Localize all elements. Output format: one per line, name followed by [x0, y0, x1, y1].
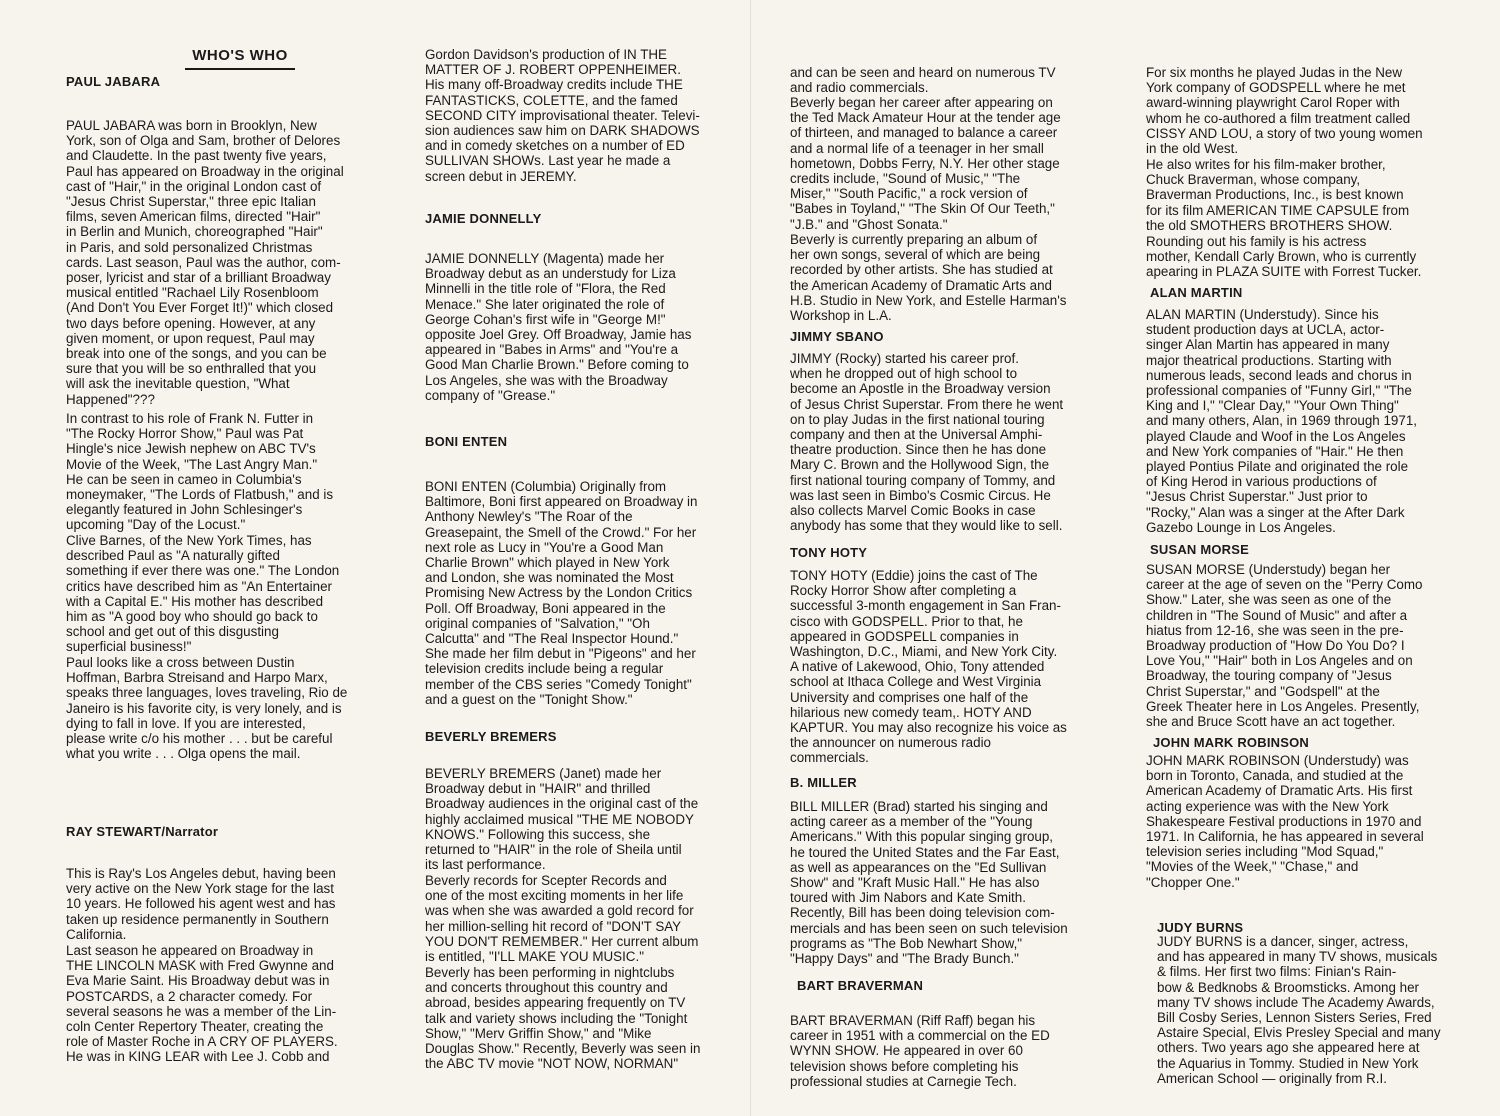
text-line: Hoffman, Barbra Streisand and Harpo Marx, — [66, 670, 328, 686]
text-line: superficial business!" — [66, 639, 192, 655]
text-line: appeared in GODSPELL companies in — [790, 628, 1019, 644]
text-line: singer Alan Martin has appeared in many — [1146, 337, 1390, 353]
text-line: of Jesus Christ Superstar. From there he went — [790, 396, 1064, 412]
bio-beverly-bremers-cont3 — [790, 232, 1090, 323]
text-line: dying to fall in love. If you are interested, — [66, 715, 306, 731]
text-line: and New York companies of "Hair." He then — [1146, 443, 1404, 459]
text-line: (And Don't You Ever Forget It!)" which closed — [66, 300, 334, 316]
text-line: Eva Marie Saint. His Broadway debut was in — [66, 973, 330, 989]
bio-beverly-bremers-p2 — [425, 873, 723, 964]
text-line: born in Toronto, Canada, and studied at the — [1146, 768, 1404, 784]
text-line: talk and variety shows including the "Tonight — [425, 1010, 688, 1026]
text-line: award-winning playwright Carol Roper with — [1146, 95, 1400, 111]
text-line: upcoming "Day of the Locust." — [66, 517, 246, 533]
text-line: speaks three languages, loves traveling, Rio de — [66, 685, 348, 701]
text-line: poser, lyricist and star of a brilliant Broadway — [66, 270, 331, 286]
text-line: toured with Jim Nabors and Kate Smith. — [790, 890, 1026, 906]
bio-beverly-bremers-cont2 — [790, 95, 1090, 232]
text-line: Los Angeles, she was with the Broadway — [425, 372, 668, 388]
text-line: Workshop in L.A. — [790, 308, 892, 324]
bio-bart-braverman-cont2 — [1146, 157, 1446, 233]
text-line: & films. Her first two films: Finian's Rain- — [1157, 964, 1397, 980]
bio-beverly-bremers-p3 — [425, 965, 723, 1071]
text-line: Poll. Off Broadway, Boni appeared in the — [425, 600, 666, 616]
text-line: given moment, or upon request, Paul may — [66, 330, 315, 346]
text-line: American Academy of Dramatic Arts. His first — [1146, 783, 1413, 799]
text-line: her million-selling hit record of "DON'T SAY — [425, 918, 682, 934]
text-line: and can be seen and heard on numerous TV — [790, 65, 1056, 80]
text-line: MATTER OF J. ROBERT OPPENHEIMER. — [425, 62, 681, 78]
text-line: JOHN MARK ROBINSON (Understudy) was — [1146, 753, 1409, 768]
text-line: Rounding out his family is his actress — [1146, 234, 1367, 249]
text-line: Hingle's nice Jewish nephew on ABC TV's — [66, 441, 316, 457]
text-line: sion audiences saw him on DARK SHADOWS — [425, 123, 700, 139]
text-line: "J.B." and "Ghost Sonata." — [790, 216, 948, 232]
text-line: 10 years. He followed his agent west and has — [66, 896, 336, 912]
text-line: played Claude and Woof in the Los Angeles — [1146, 428, 1406, 444]
bio-jimmy-sbano — [790, 351, 1090, 533]
text-line: FANTASTICKS, COLETTE, and the famed — [425, 92, 678, 108]
text-line: Charlie Brown" which played in New York — [425, 555, 670, 571]
text-line: King and I," "Clear Day," "Your Own Thing" — [1146, 398, 1399, 414]
text-line: television credits include being a regular — [425, 661, 664, 677]
text-line: Beverly is currently preparing an album of — [790, 232, 1038, 247]
text-line: H.B. Studio in New York, and Estelle Harman's — [790, 292, 1067, 308]
text-line: of thirteen, and managed to balance a career — [790, 125, 1058, 141]
text-line: Broadway, the touring company of "Jesus — [1146, 668, 1392, 684]
heading-bart-braverman: BART BRAVERMAN — [797, 978, 924, 993]
text-line: apearing in PLAZA SUITE with Forrest Tucker. — [1146, 264, 1422, 280]
text-line: "Babes in Toyland," "The Skin Of Our Teeth," — [790, 201, 1055, 217]
text-line: ALAN MARTIN (Understudy). Since his — [1146, 307, 1379, 322]
text-line: of King Herod in various productions of — [1146, 474, 1377, 490]
text-line: others. Two years ago she appeared here at — [1157, 1040, 1420, 1056]
text-line: This is Ray's Los Angeles debut, having been — [66, 866, 336, 881]
text-line: musical entitled "Rachael Lily Rosenbloom — [66, 285, 319, 301]
text-line: THE LINCOLN MASK with Fred Gwynne and — [66, 958, 334, 974]
text-line: hilarious new comedy team,. HOTY AND — [790, 704, 1032, 720]
text-line: "Happy Days" and "The Brady Bunch." — [790, 951, 1019, 967]
text-line: in the old West. — [1146, 141, 1239, 157]
heading-beverly-bremers: BEVERLY BREMERS — [425, 729, 557, 744]
text-line: she and Bruce Scott have an act together. — [1146, 714, 1396, 730]
text-line: and radio commercials. — [790, 80, 929, 96]
text-line: one of the most exciting moments in her life — [425, 888, 684, 904]
text-line: next role as Lucy in "You're a Good Man — [425, 539, 664, 555]
text-line: several seasons he was a member of the Lin- — [66, 1003, 337, 1019]
text-line: Paul looks like a cross between Dustin — [66, 655, 295, 670]
text-line: Douglas Show." Recently, Beverly was seen in — [425, 1041, 701, 1057]
text-line: also collects Marvel Comic Books in case — [790, 503, 1036, 519]
text-line: and in comedy sketches on a number of ED — [425, 138, 685, 154]
text-line: is entitled, "I'LL MAKE YOU MUSIC." — [425, 949, 644, 965]
bio-b-miller — [790, 799, 1090, 966]
text-line: in Berlin and Munich, choreographed "Hair" — [66, 224, 323, 240]
text-line: Christ Superstar," and "Godspell" at the — [1146, 683, 1380, 699]
text-line: Good Man Charlie Brown." Before coming to — [425, 357, 689, 373]
text-line: with a Capital E." His mother has described — [66, 593, 324, 609]
text-line: moneymaker, "The Lords of Flatbush," and is — [66, 487, 334, 503]
text-line: "Movies of the Week," "Chase," and — [1146, 859, 1359, 875]
text-line: what you write . . . Olga opens the mail. — [66, 746, 301, 762]
text-line: KAPTUR. You may also recognize his voice as — [790, 720, 1067, 736]
text-line: JUDY BURNS is a dancer, singer, actress, — [1157, 934, 1409, 949]
heading-judy-burns: JUDY BURNS — [1157, 920, 1244, 935]
text-line: Beverly has been performing in nightclubs — [425, 965, 675, 980]
text-line: screen debut in JEREMY. — [425, 168, 577, 184]
text-line: recorded by other artists. She has studied at — [790, 262, 1053, 278]
text-line: and a guest on the "Tonight Show." — [425, 691, 633, 707]
text-line: PAUL JABARA was born in Brooklyn, New — [66, 118, 317, 133]
text-line: bow & Bedknobs & Broomsticks. Among her — [1157, 979, 1419, 995]
text-line: original companies of "Salvation," "Oh — [425, 615, 650, 631]
text-line: first national touring company of Tommy, and — [790, 472, 1056, 488]
text-line: sure that you will be so enthralled that you — [66, 361, 317, 377]
text-line: Movie of the Week, "The Last Angry Man." — [66, 456, 318, 472]
text-line: Show" and "Kraft Music Hall." He has also — [790, 875, 1040, 891]
text-line: She made her film debut in "Pigeons" and her — [425, 646, 696, 662]
text-line: SECOND CITY improvisational theater. Televi- — [425, 107, 700, 123]
text-line: "Rocky," Alan was a singer at the After Dark — [1146, 504, 1405, 520]
text-line: when he dropped out of high school to — [790, 366, 1018, 382]
text-line: York, son of Olga and Sam, brother of Delores — [66, 133, 341, 149]
bio-paul-jabara-p4 — [66, 655, 364, 761]
text-line: the Ted Mack Amateur Hour at the tender age — [790, 110, 1061, 126]
text-line: professional studies at Carnegie Tech. — [790, 1073, 1017, 1089]
text-line: cards. Last season, Paul was the author, com- — [66, 254, 341, 270]
text-line: Happened"??? — [66, 391, 155, 407]
text-line: Bill Cosby Series, Lennon Sisters Series, Fred — [1157, 1010, 1432, 1026]
text-line: In contrast to his role of Frank N. Futter in — [66, 411, 314, 426]
text-line: become an Apostle in the Broadway version — [790, 381, 1051, 397]
bio-paul-jabara-p3 — [66, 533, 364, 655]
bio-alan-martin — [1146, 307, 1446, 535]
text-line: "Chopper One." — [1146, 874, 1240, 890]
text-line: break into one of the songs, and you can be — [66, 346, 327, 362]
text-line: BONI ENTEN (Columbia) Originally from — [425, 479, 667, 494]
text-line: Promising New Actress by the London Critics — [425, 585, 693, 601]
text-line: the announcer on numerous radio — [790, 735, 991, 751]
text-line: SULLIVAN SHOWs. Last year he made a — [425, 153, 671, 169]
text-line: BART BRAVERMAN (Riff Raff) began his — [790, 1013, 1036, 1028]
bio-susan-morse — [1146, 562, 1446, 729]
text-line: Greasepaint, the Smell of the Crowd." For her — [425, 524, 697, 540]
page-title: WHO'S WHO — [185, 47, 295, 70]
text-line: KNOWS." Following this success, she — [425, 826, 651, 842]
bio-bart-braverman — [790, 1013, 1090, 1089]
text-line: Americans." With this popular singing group, — [790, 829, 1054, 845]
text-line: Gazebo Lounge in Los Angeles. — [1146, 519, 1336, 535]
text-line: "Jesus Christ Superstar." Just prior to — [1146, 489, 1368, 505]
heading-ray-stewart: RAY STEWART/Narrator — [66, 824, 219, 839]
text-line: and London, she was nominated the Most — [425, 570, 674, 586]
text-line: BILL MILLER (Brad) started his singing and — [790, 799, 1048, 814]
text-line: Love You," "Hair" both in Los Angeles and on — [1146, 653, 1413, 669]
text-line: professional companies of "Funny Girl," "The — [1146, 383, 1412, 399]
text-line: Show." Later, she was seen as one of the — [1146, 592, 1392, 608]
text-line: very active on the New York stage for the last — [66, 881, 334, 897]
heading-b-miller: B. MILLER — [790, 775, 857, 790]
heading-john-mark-robinson: JOHN MARK ROBINSON — [1153, 735, 1309, 750]
heading-boni-enten: BONI ENTEN — [425, 434, 508, 449]
text-line: opposite Joel Grey. Off Broadway, Jamie has — [425, 327, 692, 343]
text-line: returned to "HAIR" in the role of Sheila until — [425, 842, 682, 858]
text-line: described Paul as "A naturally gifted — [66, 548, 280, 564]
text-line: television shows before completing his — [790, 1058, 1019, 1074]
bio-ray-stewart-cont — [425, 47, 723, 184]
text-line: hometown, Dobbs Ferry, N.Y. Her other stage — [790, 155, 1060, 171]
text-line: and Claudette. In the past twenty five years, — [66, 148, 327, 164]
text-line: Baltimore, Boni first appeared on Broadway in — [425, 494, 698, 510]
text-line: appeared in "Babes in Arms" and "You're a — [425, 342, 679, 358]
text-line: A native of Lakewood, Ohio, Tony attended — [790, 659, 1045, 675]
text-line: will ask the inevitable question, "What — [66, 376, 290, 392]
bio-boni-enten — [425, 479, 723, 707]
text-line: abroad, besides appearing frequently on TV — [425, 995, 686, 1011]
text-line: He can be seen in cameo in Columbia's — [66, 471, 302, 487]
text-line: something if ever there was one." The London — [66, 563, 340, 579]
bio-beverly-bremers-p1 — [425, 766, 723, 872]
text-line: and has appeared in many TV shows, musicals — [1157, 949, 1438, 965]
text-line: the ABC TV movie "NOT NOW, NORMAN" — [425, 1056, 679, 1072]
heading-susan-morse: SUSAN MORSE — [1150, 542, 1249, 557]
heading-tony-hoty: TONY HOTY — [790, 545, 868, 560]
text-line: York company of GODSPELL where he met — [1146, 80, 1406, 96]
text-line: Gordon Davidson's production of IN THE — [425, 47, 667, 62]
text-line: Show," "Merv Griffin Show," and "Mike — [425, 1025, 652, 1041]
text-line: George Cohan's first wife in "George M!" — [425, 311, 666, 327]
text-line: theatre production. Since then he has done — [790, 442, 1047, 458]
text-line: role of Master Roche in A CRY OF PLAYERS. — [66, 1034, 338, 1050]
text-line: company and then at the Universal Amphi- — [790, 427, 1043, 443]
text-line: elegantly featured in John Schlesinger's — [66, 502, 303, 518]
text-line: Washington, D.C., Miami, and New York City. — [790, 644, 1058, 660]
text-line: TONY HOTY (Eddie) joins the cast of The — [790, 568, 1038, 583]
text-line: member of the CBS series "Comedy Tonight" — [425, 676, 692, 692]
text-line: films, seven American films, directed "Hair" — [66, 209, 321, 225]
text-line: acting experience was with the New York — [1146, 798, 1389, 814]
bio-judy-burns — [1157, 934, 1455, 1086]
text-line: Janeiro is his favorite city, is very lonely, and is — [66, 700, 342, 716]
text-line: career at the age of seven on the "Perry Como — [1146, 577, 1423, 593]
page-fold — [750, 0, 751, 1116]
bio-bart-braverman-cont1 — [1146, 65, 1446, 156]
text-line: credits include, "Sound of Music," "The — [790, 171, 1021, 187]
text-line: YOU DON'T REMEMBER." Her current album — [425, 933, 699, 949]
bio-john-mark-robinson — [1146, 753, 1446, 890]
text-line: Anthony Newley's "The Roar of the — [425, 509, 633, 525]
text-line: Broadway audiences in the original cast of the — [425, 796, 699, 812]
bio-jamie-donnelly — [425, 251, 723, 403]
text-line: He was in KING LEAR with Lee J. Cobb and — [66, 1049, 330, 1065]
text-line: Astaire Special, Elvis Presley Special and many — [1157, 1025, 1441, 1041]
text-line: career in 1951 with a commercial on the ED — [790, 1028, 1050, 1044]
text-line: SUSAN MORSE (Understudy) began her — [1146, 562, 1391, 577]
text-line: For six months he played Judas in the New — [1146, 65, 1403, 80]
text-line: commercials. — [790, 750, 869, 766]
text-line: Paul has appeared on Broadway in the original — [66, 163, 344, 179]
text-line: Shakespeare Festival productions in 1970 and — [1146, 813, 1422, 829]
bio-ray-stewart-p1 — [66, 866, 364, 942]
text-line: Clive Barnes, of the New York Times, has — [66, 533, 312, 548]
text-line: coln Center Repertory Theater, creating the — [66, 1019, 324, 1035]
text-line: please write c/o his mother . . . but be careful — [66, 731, 333, 747]
text-line: Braverman Productions, Inc., is best known — [1146, 187, 1404, 203]
text-line: JAMIE DONNELLY (Magenta) made her — [425, 251, 665, 266]
text-line: in Paris, and sold personalized Christmas — [66, 239, 313, 255]
text-line: WYNN SHOW. He appeared in over 60 — [790, 1043, 1023, 1059]
text-line: anybody has some that they would like to sell. — [790, 518, 1063, 534]
text-line: and concerts throughout this country and — [425, 980, 668, 996]
text-line: "Jesus Christ Superstar," three epic Italian — [66, 194, 316, 210]
heading-jimmy-sbano: JIMMY SBANO — [790, 329, 884, 344]
text-line: mother, Kendall Carly Brown, who is currently — [1146, 249, 1417, 265]
text-line: taken up residence permanently in Southern — [66, 911, 329, 927]
text-line: California. — [66, 926, 127, 942]
bio-tony-hoty — [790, 568, 1090, 766]
text-line: mercials and has been seen on such television — [790, 920, 1068, 936]
text-line: University and comprises one half of the — [790, 689, 1029, 705]
text-line: hiatus from 12-16, she was seen in the pre- — [1146, 622, 1404, 638]
text-line: Last season he appeared on Broadway in — [66, 943, 314, 958]
text-line: Broadway debut in "HAIR" and thrilled — [425, 781, 651, 797]
text-line: BEVERLY BREMERS (Janet) made her — [425, 766, 662, 781]
text-line: numerous leads, second leads and chorus in — [1146, 367, 1412, 383]
text-line: many TV shows include The Academy Awards, — [1157, 994, 1435, 1010]
text-line: played Pontius Pilate and originated the role — [1146, 459, 1409, 475]
heading-jamie-donnelly: JAMIE DONNELLY — [425, 211, 542, 226]
heading-alan-martin: ALAN MARTIN — [1150, 285, 1243, 300]
text-line: children in "The Sound of Music" and after a — [1146, 607, 1408, 623]
text-line: its last performance. — [425, 857, 546, 873]
text-line: was when she was awarded a gold record for — [425, 903, 694, 919]
text-line: "The Rocky Horror Show," Paul was Pat — [66, 426, 304, 442]
text-line: him as "A good boy who should go back to — [66, 609, 318, 625]
text-line: 1971. In California, he has appeared in several — [1146, 829, 1424, 845]
text-line: successful 3-month engagement in San Fran- — [790, 598, 1061, 614]
text-line: as well as appearances on the "Ed Sullivan — [790, 859, 1047, 875]
text-line: the old SMOTHERS BROTHERS SHOW. — [1146, 217, 1393, 233]
text-line: cast of "Hair," in the original London cast of — [66, 178, 322, 194]
text-line: Calcutta" and "The Real Inspector Hound." — [425, 631, 679, 647]
text-line: student production days at UCLA, actor- — [1146, 322, 1385, 338]
text-line: on to play Judas in the first national touring — [790, 411, 1045, 427]
text-line: school at Ithaca College and West Virginia — [790, 674, 1042, 690]
text-line: Greek Theater here in Los Angeles. Presently, — [1146, 698, 1420, 714]
text-line: Chuck Braverman, whose company, — [1146, 172, 1361, 188]
text-line: Mary C. Brown and the Hollywood Sign, the — [790, 457, 1050, 473]
text-line: Minnelli in the title role of "Flora, the Red — [425, 281, 666, 297]
text-line: JIMMY (Rocky) started his career prof. — [790, 351, 1019, 366]
text-line: the American Academy of Dramatic Arts and — [790, 277, 1052, 293]
text-line: programs as "The Bob Newhart Show," — [790, 935, 1023, 951]
bio-beverly-bremers-cont1 — [790, 65, 1090, 95]
text-line: critics have described him as "An Entertainer — [66, 578, 332, 594]
text-line: POSTCARDS, a 2 character comedy. For — [66, 988, 313, 1004]
text-line: His many off-Broadway credits include THE — [425, 77, 683, 93]
text-line: acting career as a member of the "Young — [790, 814, 1033, 830]
text-line: company of "Grease." — [425, 387, 556, 403]
text-line: Rocky Horror Show after completing a — [790, 583, 1017, 599]
text-line: he toured the United States and the Far East, — [790, 844, 1060, 860]
text-line: and a normal life of a teenager in her small — [790, 140, 1044, 156]
text-line: Beverly records for Scepter Records and — [425, 873, 667, 888]
text-line: highly acclaimed musical "THE ME NOBODY — [425, 811, 694, 827]
text-line: American School — originally from R.I. — [1157, 1070, 1387, 1086]
bio-paul-jabara-p2 — [66, 411, 364, 533]
text-line: Broadway production of "How Do You Do? I — [1146, 638, 1405, 654]
bio-bart-braverman-cont3 — [1146, 234, 1446, 280]
text-line: cisco with GODSPELL. Prior to that, he — [790, 613, 1023, 629]
text-line: the Aquarius in Tommy. Studied in New York — [1157, 1055, 1419, 1071]
text-line: He also writes for his film-maker brother, — [1146, 157, 1386, 172]
text-line: Menace." She later originated the role of — [425, 296, 665, 312]
text-line: CISSY AND LOU, a story of two young women — [1146, 125, 1423, 141]
text-line: Miser," "South Pacific," a rock version of — [790, 186, 1028, 202]
text-line: Beverly began her career after appearing on — [790, 95, 1053, 110]
bio-ray-stewart-p2 — [66, 943, 364, 1065]
text-line: Broadway debut as an understudy for Liza — [425, 266, 676, 282]
text-line: major theatrical productions. Starting with — [1146, 352, 1392, 368]
text-line: her own songs, several of which are being — [790, 247, 1041, 263]
text-line: school and get out of this disgusting — [66, 624, 279, 640]
text-line: two days before opening. However, at any — [66, 315, 316, 331]
text-line: for its film AMERICAN TIME CAPSULE from — [1146, 202, 1410, 218]
bio-paul-jabara-p1 — [66, 118, 364, 407]
text-line: Recently, Bill has been doing television com- — [790, 905, 1055, 921]
heading-paul-jabara: PAUL JABARA — [66, 74, 161, 89]
text-line: television series including "Mod Squad," — [1146, 844, 1384, 860]
text-line: and many others, Alan, in 1969 through 1971, — [1146, 413, 1417, 429]
text-line: whom he co-authored a film treatment called — [1146, 110, 1411, 126]
text-line: was last seen in Bimbo's Cosmic Circus. He — [790, 487, 1051, 503]
